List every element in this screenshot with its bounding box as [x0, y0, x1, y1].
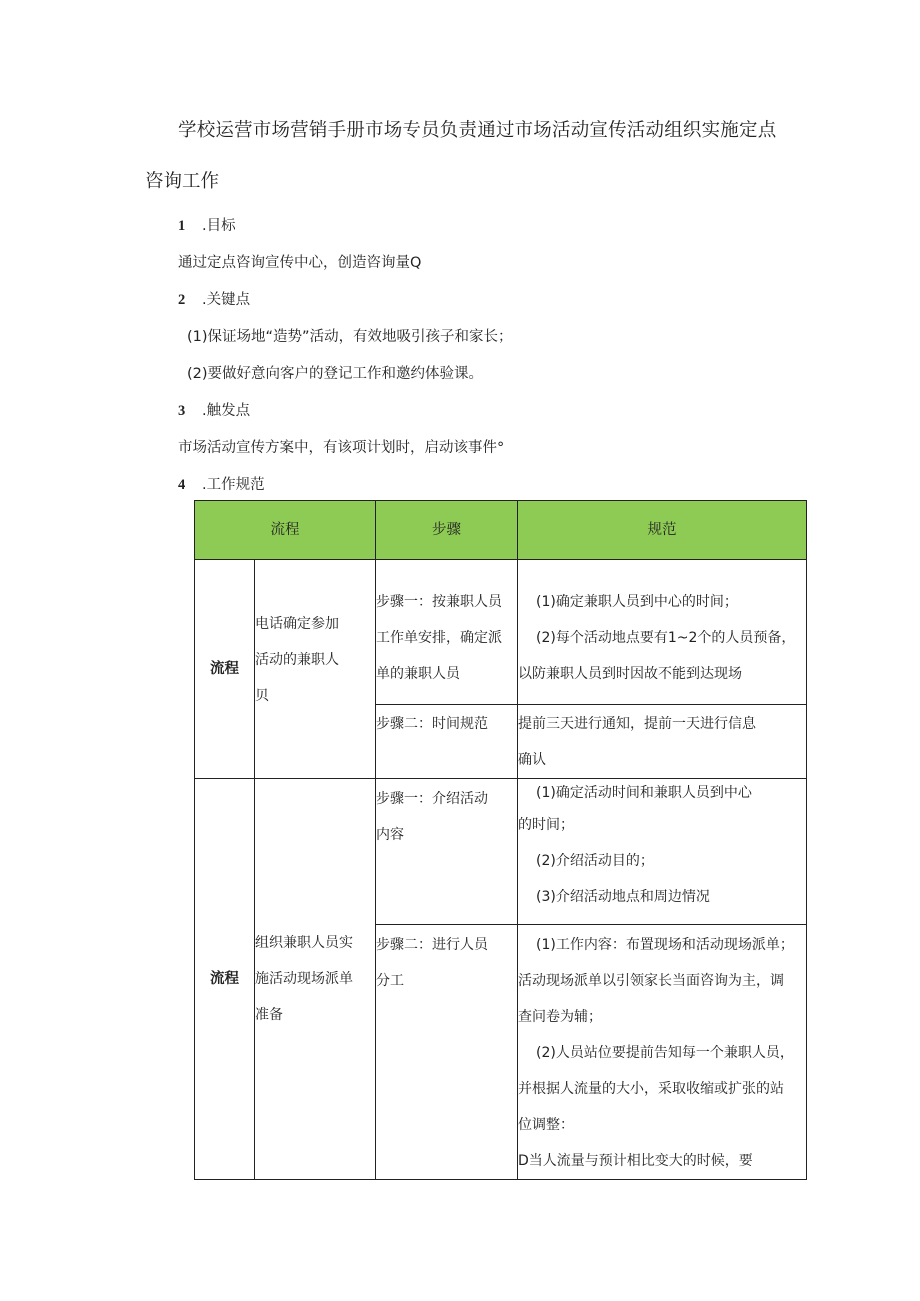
cell-line: (1)确定兼职人员到中心的时间； — [536, 594, 738, 610]
stage-cell — [255, 560, 376, 779]
work-standard-table — [194, 500, 807, 1180]
section-number: 2 — [178, 292, 186, 308]
table-row — [195, 779, 807, 925]
cell-line: 准备 — [255, 1007, 283, 1023]
spec-cell — [518, 779, 807, 925]
spec-cell — [518, 705, 807, 779]
stage-cell — [255, 779, 376, 1180]
cell-line: 施活动现场派单 — [255, 971, 353, 987]
cell-line: 活动的兼职人 — [255, 652, 339, 668]
section-label: .工作规范 — [202, 477, 265, 493]
cell-line: 的时间； — [518, 817, 574, 833]
section-heading-work-standard — [178, 473, 265, 494]
cell-line: 查问卷为辅； — [518, 1009, 602, 1025]
cell-line: 分工 — [376, 973, 404, 989]
table-row — [195, 560, 807, 705]
spec-cell — [518, 560, 807, 705]
cell-line: 以防兼职人员到时因故不能到达现场 — [518, 666, 742, 682]
flow-label-cell: 流程 — [195, 560, 255, 779]
cell-line: (2)每个活动地点要有1~2个的人员预备， — [536, 630, 796, 646]
step-cell — [376, 779, 518, 925]
cell-line: 确认 — [518, 752, 546, 768]
spec-cell — [518, 925, 807, 1180]
cell-line: 并根据人流量的大小，采取收缩或扩张的站 — [518, 1081, 784, 1097]
document-title-line2: 咨询工作 — [145, 171, 220, 192]
section-heading-key-points — [178, 288, 250, 309]
cell-line: D当人流量与预计相比变大的时候，要 — [518, 1153, 753, 1169]
section-number: 1 — [178, 218, 186, 234]
cell-line: 位调整： — [518, 1117, 574, 1133]
header-step: 步骤 — [376, 501, 518, 560]
section-heading-goal — [178, 214, 236, 235]
cell-line: 电话确定参加 — [255, 616, 339, 632]
cell-line: 贝 — [255, 688, 269, 704]
cell-line: 单的兼职人员 — [376, 666, 460, 682]
cell-line: 组织兼职人员实 — [255, 935, 353, 951]
cell-line: 步骤一：按兼职人员 — [376, 594, 502, 610]
section-heading-trigger — [178, 399, 250, 420]
cell-line: 步骤二：进行人员 — [376, 937, 488, 953]
cell-line: (2)介绍活动目的； — [536, 853, 654, 869]
step-cell — [376, 925, 518, 1180]
section-label: .目标 — [202, 218, 236, 234]
cell-line: 步骤一：介绍活动 — [376, 791, 488, 807]
cell-line: (3)介绍活动地点和周边情况 — [536, 889, 710, 905]
key-point-item: (1)保证场地“造势”活动，有效地吸引孩子和家长； — [187, 329, 513, 345]
trigger-text: 市场活动宣传方案中，有该项计划时，启动该事件° — [178, 440, 505, 456]
cell-line: 内容 — [376, 827, 404, 843]
key-point-item: (2)要做好意向客户的登记工作和邀约体验课。 — [187, 366, 484, 382]
flow-label-cell: 流程 — [195, 779, 255, 1180]
goal-text: 通过定点咨询宣传中心，创造咨询量Q — [178, 255, 422, 271]
section-number: 3 — [178, 403, 186, 419]
step-cell — [376, 560, 518, 705]
cell-line: 工作单安排，确定派 — [376, 630, 502, 646]
cell-line: 提前三天进行通知，提前一天进行信息 — [518, 716, 756, 732]
cell-line: (1)确定活动时间和兼职人员到中心 — [536, 785, 752, 801]
header-flow: 流程 — [195, 501, 376, 560]
cell-line: (2)人员站位要提前告知每一个兼职人员， — [536, 1045, 794, 1061]
section-number: 4 — [178, 477, 186, 493]
cell-line: 活动现场派单以引领家长当面咨询为主，调 — [518, 973, 784, 989]
document-title-line1: 学校运营市场营销手册市场专员负责通过市场活动宣传活动组织实施定点 — [178, 120, 777, 141]
step-cell — [376, 705, 518, 779]
table-header-row — [195, 501, 807, 560]
cell-line: (1)工作内容：布置现场和活动现场派单； — [536, 937, 794, 953]
cell-line: 步骤二：时间规范 — [376, 716, 488, 732]
header-standard: 规范 — [518, 501, 807, 560]
section-label: .触发点 — [202, 403, 251, 419]
section-label: .关键点 — [202, 292, 251, 308]
